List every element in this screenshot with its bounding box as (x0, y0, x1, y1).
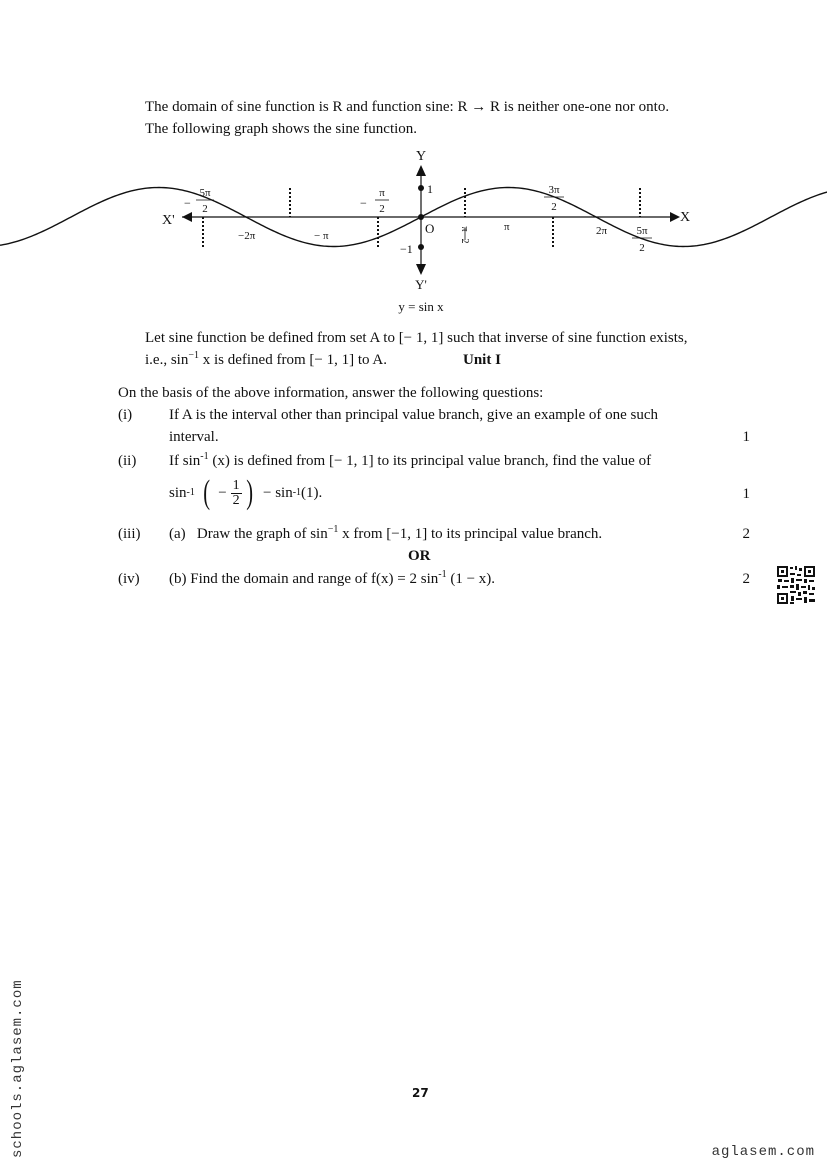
side-watermark: schools.aglasem.com (10, 979, 26, 1158)
page-number: 27 (412, 1086, 429, 1100)
qr-code (776, 565, 816, 605)
intro-line-1: The domain of sine function is R and function sine: R → R is neither one-one nor onto. (145, 99, 670, 115)
q2-line-1-a: If sin (169, 453, 201, 469)
context-line-1: Let sine function be defined from set A to [− 1, 1] such that inverse of sine function exists, (145, 330, 688, 346)
q2-line-1 (169, 450, 651, 472)
x-axis-arrow-left (182, 212, 192, 222)
q4-text-a: (b) Find the domain and range of f(x) = 2 sin (169, 571, 439, 587)
context-line-2 (145, 349, 387, 371)
basis-line: On the basis of the above information, answer the following questions: (118, 385, 544, 401)
q2-frac-num: 1 (232, 477, 240, 493)
q4-number: (iv) (118, 571, 140, 587)
y-axis-arrow-up (416, 165, 426, 176)
y-axis-arrow-down (416, 264, 426, 275)
q1-line-1: If A is the interval other than principal value branch, give an example of one such (169, 407, 659, 423)
label-neg-pi: − π (314, 230, 329, 242)
point-origin (418, 214, 424, 220)
q2-expr-lparen: ( (203, 474, 210, 511)
q3-text-a: (a) Draw the graph of sin (169, 526, 328, 542)
label-5pi-2-den: 2 (639, 242, 645, 254)
q1-marks: 1 (742, 429, 750, 445)
label-neg-pi-2-num: π (379, 187, 385, 199)
q3-number: (iii) (118, 526, 141, 542)
label-neg-5pi-2-sign: − (184, 196, 191, 210)
dotted-guides (203, 188, 640, 248)
q2-line-1-sup: -1 (200, 451, 209, 462)
sine-curve (0, 188, 827, 247)
label-pi: π (504, 221, 510, 233)
q2-number: (ii) (118, 453, 137, 469)
label-pi-2-num: π (459, 226, 470, 232)
label-one: 1 (427, 182, 433, 196)
q2-line-1-b: (x) is defined from [− 1, 1] to its principal value branch, find the value of (208, 453, 652, 469)
label-minus-one: −1 (400, 242, 413, 256)
label-y-prime: Y' (415, 277, 427, 292)
q2-marks: 1 (742, 486, 750, 502)
q1-number: (i) (118, 407, 133, 423)
q3-sup: −1 (327, 524, 339, 535)
label-3pi-2-den: 2 (551, 201, 557, 213)
q1-line-2: interval. (169, 429, 219, 445)
label-neg-2pi: −2π (238, 230, 256, 242)
q2-expr-one: (1). (301, 484, 323, 501)
context-line-2-sup: −1 (188, 350, 199, 361)
point-minus-one (418, 244, 424, 250)
label-x-prime: X' (162, 213, 175, 228)
label-origin: O (425, 221, 435, 236)
q3-text (169, 523, 602, 545)
q3-marks: 2 (742, 526, 750, 542)
label-neg-pi-2-sign: − (360, 196, 367, 210)
q2-frac-den: 2 (232, 492, 240, 508)
label-neg-pi-2-den: 2 (379, 203, 385, 215)
q2-expr-fraction (231, 479, 242, 508)
footer-watermark: aglasem.com (711, 1144, 815, 1160)
label-neg-5pi-2-den: 2 (202, 203, 208, 215)
label-5pi-2-num: 5π (636, 225, 648, 237)
q4-text (169, 568, 495, 590)
unit-label: Unit I (463, 352, 501, 368)
label-neg-5pi-2-num: 5π (199, 187, 211, 199)
or-separator: OR (408, 548, 431, 564)
context-line-2-b: x is defined from [− 1, 1] to A. (198, 352, 387, 368)
q2-expr-minus-sin: − sin (262, 484, 293, 501)
graph-caption: y = sin x (398, 299, 444, 314)
x-axis-arrow-right (670, 212, 680, 222)
label-pi-2-rotated (459, 226, 470, 243)
q2-expression: sin -1 ( − $\frac{1}{2}$ ) − sin -1 (1). (169, 474, 323, 511)
q4-marks: 2 (742, 571, 750, 587)
sine-graph (0, 0, 827, 330)
label-x: X (680, 210, 691, 225)
q4-text-b: (1 − x). (446, 571, 496, 587)
q2-expr-minus: − (218, 484, 227, 501)
label-2pi: 2π (596, 225, 608, 237)
point-one (418, 185, 424, 191)
q2-expr-rparen: ) (245, 474, 253, 511)
q2-expr-sin: sin (169, 484, 187, 501)
q3-text-b: x from [−1, 1] to its principal value branch. (338, 526, 603, 542)
label-y: Y (415, 149, 427, 164)
label-pi-2-den: 2 (459, 238, 470, 244)
intro-line-2: The following graph shows the sine function. (145, 121, 418, 137)
q4-sup: -1 (438, 569, 447, 580)
label-3pi-2-num: 3π (548, 184, 560, 196)
context-line-2-a: i.e., sin (145, 352, 189, 368)
